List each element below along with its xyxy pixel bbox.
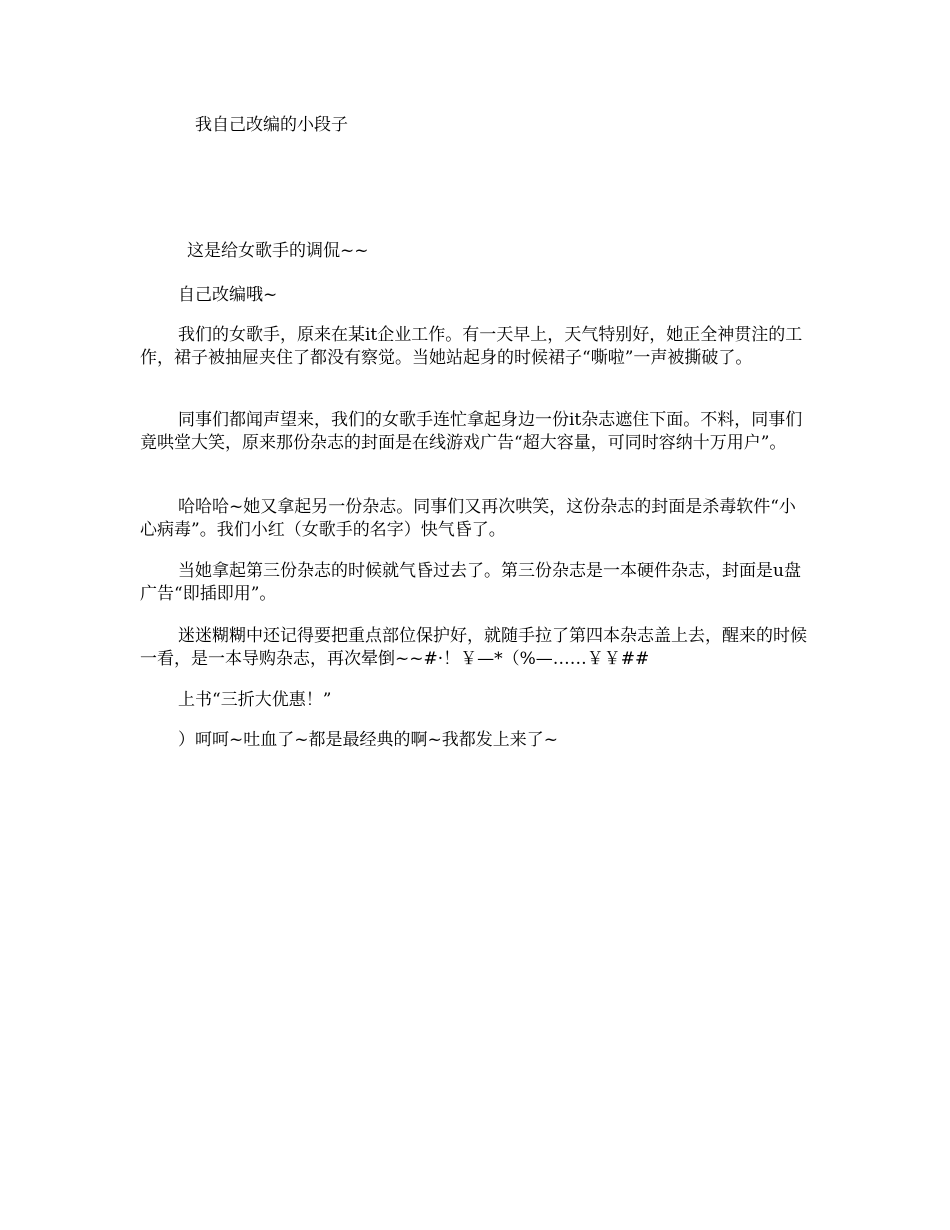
paragraph-story-5: 迷迷糊糊中还记得要把重点部位保护好，就随手拉了第四本杂志盖上去，醒来的时候一看，是一本导购杂志，再次晕倒~~#·！￥—*（%—……￥￥##: [140, 626, 807, 669]
paragraph-story-3: 哈哈哈~她又拿起另一份杂志。同事们又再次哄笑，这份杂志的封面是杀毒软件“小心病毒”。我们小红（女歌手的名字）快气昏了。: [140, 497, 796, 540]
paragraph-story-1: 我们的女歌手，原来在某it企业工作。有一天早上，天气特别好，她正全神贯注的工作，裙子被抽屉夹住了都没有察觉。当她站起身的时候裙子“嘶啦”一声被撕破了。: [140, 325, 803, 368]
paragraph-closing: ）呵呵~吐血了~都是最经典的啊~我都发上来了~: [178, 730, 558, 750]
paragraph-intro: 这是给女歌手的调侃~~: [187, 241, 369, 261]
paragraph-story-2: 同事们都闻声望来，我们的女歌手连忙拿起身边一份it杂志遮住下面。不料，同事们竟哄堂大笑，原来那份杂志的封面是在线游戏广告“超大容量，可同时容纳十万用户”。: [140, 410, 803, 453]
paragraph-story-6: 上书“三折大优惠！”: [178, 690, 332, 710]
document-title: 我自己改编的小段子: [195, 115, 348, 135]
paragraph-story-4: 当她拿起第三份杂志的时候就气昏过去了。第三份杂志是一本硬件杂志，封面是u盘广告“即插即用”。: [140, 561, 801, 604]
paragraph-note: 自己改编哦~: [178, 285, 278, 305]
